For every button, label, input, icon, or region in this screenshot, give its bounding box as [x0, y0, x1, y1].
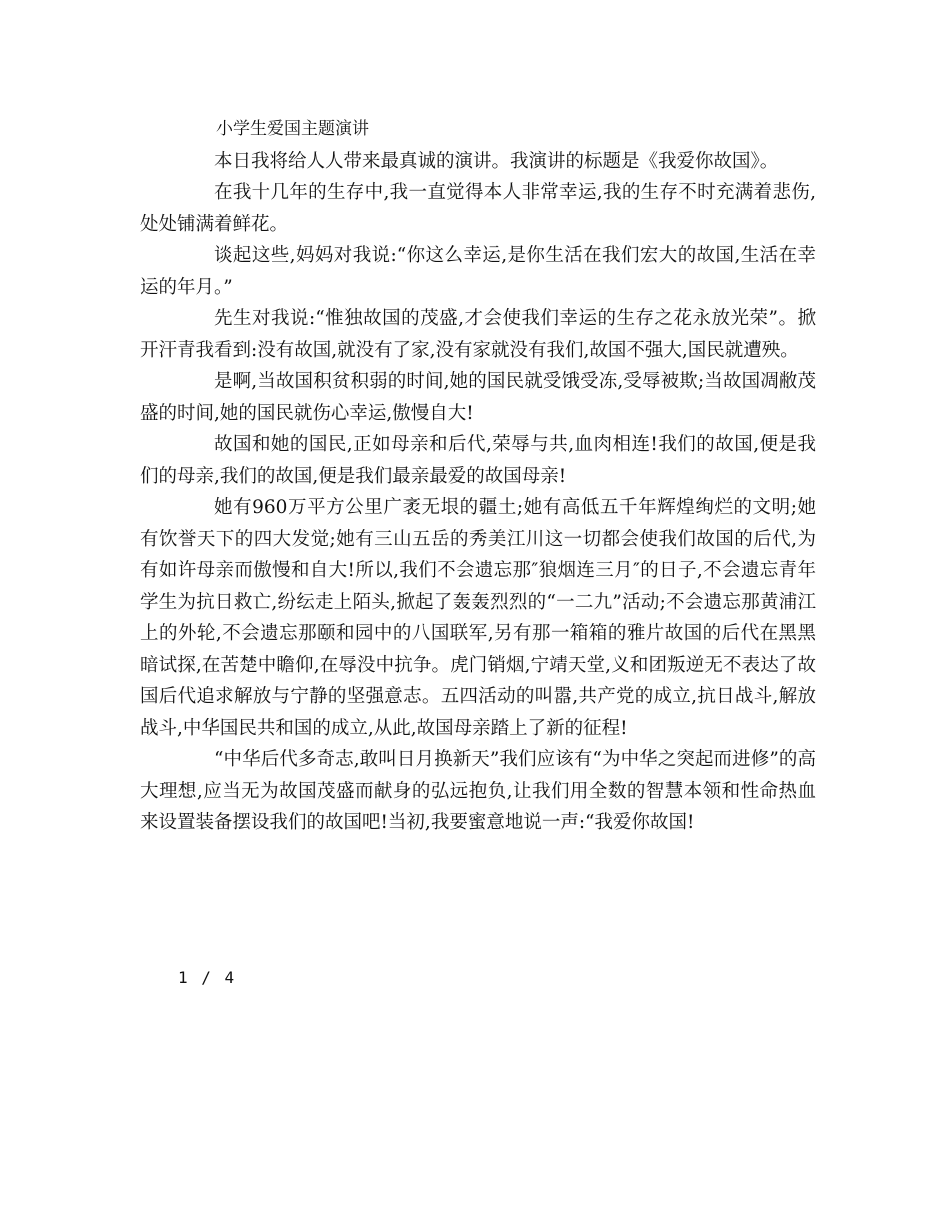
paragraph-3: 谈起这些,妈妈对我说:“你这么幸运,是你生活在我们宏大的故国,生活在幸运的年月。”	[140, 245, 816, 298]
page-number: 1 / 4	[178, 968, 237, 987]
paragraph-2: 在我十几年的生存中,我一直觉得本人非常幸运,我的生存不时充满着悲伤,处处铺满着鲜花。	[140, 182, 816, 235]
paragraph-1: 本日我将给人人带来最真诚的演讲。我演讲的标题是《我爱你故国》。	[214, 150, 779, 172]
paragraph-8: “中华后代多奇志,敢叫日月换新天”我们应该有“为中华之突起而进修”的高大理想,应当无为故国茂盛而献身的弘远抱负,让我们用全数的智慧本领和性命热血来设置装备摆设我们的故国吧!当初,我要蜜意地说一声:“我爱你故国!	[140, 749, 816, 833]
paragraph-5: 是啊,当故国积贫积弱的时间,她的国民就受饿受冻,受辱被欺;当故国凋敝茂盛的时间,她的国民就伤心幸运,傲慢自大!	[140, 371, 816, 424]
document-body	[140, 114, 816, 839]
paragraph-7: 她有960万平方公里广袤无垠的疆土;她有高低五千年辉煌绚烂的文明;她有饮誉天下的四大发觉;她有三山五岳的秀美江川这一切都会使我们故国的后代,为有如许母亲而傲慢和自大!所以,我们不会遗忘那″狼烟连三月″的日子,不会遗忘青年学生为抗日救亡,纷纭走上陌头,掀起了轰轰烈烈的“一二九”活动;不会遗忘那黄浦江上的外轮,不会遗忘那颐和园中的八国联军,另有那一箱箱的雅片故国的后代在黑黑暗试探,在苦楚中瞻仰,在辱没中抗争。虎门销烟,宁靖天堂,义和团叛逆无不表达了故国后代追求解放与宁静的坚强意志。五四活动的叫嚣,共产党的成立,抗日战斗,解放战斗,中华国民共和国的成立,从此,故国母亲踏上了新的征程!	[140, 497, 816, 739]
document-title: 小学生爱国主题演讲	[216, 119, 369, 139]
paragraph-4: 先生对我说:“惟独故国的茂盛,才会使我们幸运的生存之花永放光荣”。掀开汗青我看到:没有故国,就没有了家,没有家就没有我们,故国不强大,国民就遭殃。	[140, 308, 816, 361]
paragraph-6: 故国和她的国民,正如母亲和后代,荣辱与共,血肉相连!我们的故国,便是我们的母亲,我们的故国,便是我们最亲最爱的故国母亲!	[140, 434, 816, 487]
